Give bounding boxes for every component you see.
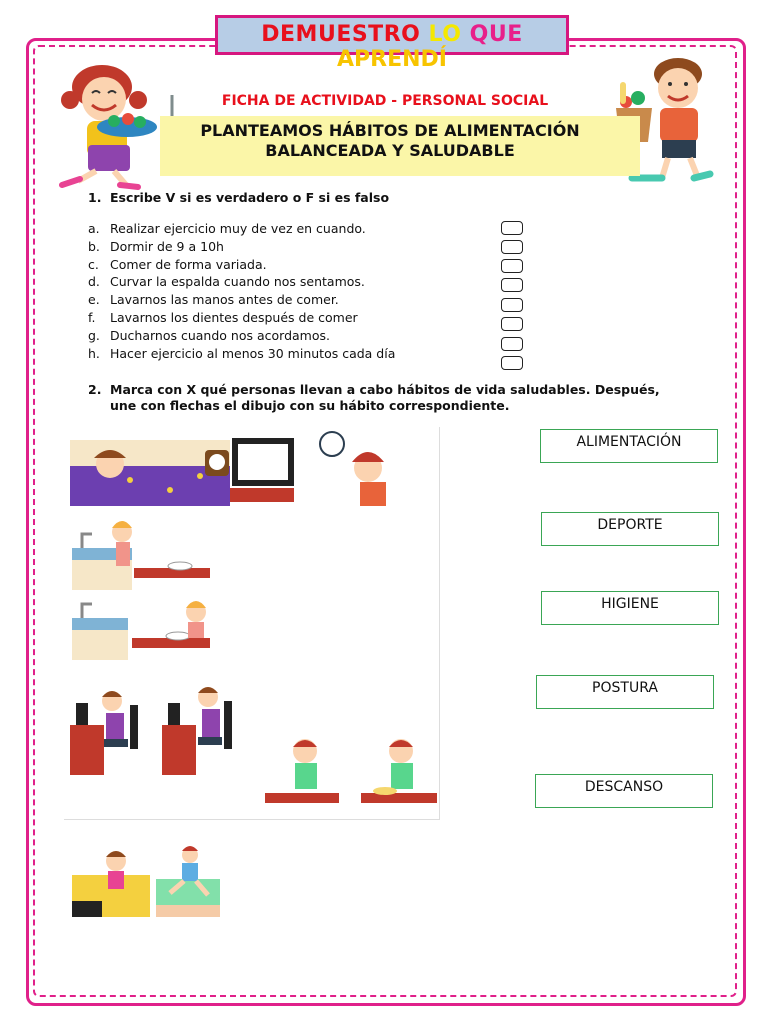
answer-box-d[interactable] bbox=[501, 278, 523, 292]
statement-h bbox=[88, 346, 395, 362]
statement-text: Lavarnos las manos antes de comer. bbox=[110, 292, 339, 307]
statement-text: Comer de forma variada. bbox=[110, 257, 267, 272]
statement-letter: a. bbox=[88, 221, 100, 236]
banner-word-1: DEMUESTRO bbox=[261, 22, 421, 47]
statement-g bbox=[88, 328, 330, 344]
question-2-line-2: une con flechas el dibujo con su hábito correspondiente. bbox=[110, 398, 510, 413]
statement-letter: d. bbox=[88, 274, 100, 289]
statement-letter: h. bbox=[88, 346, 100, 361]
question-2-number: 2. bbox=[88, 382, 102, 397]
question-2-line-1: Marca con X qué personas llevan a cabo hábitos de vida saludables. Después, bbox=[110, 382, 660, 397]
eating-without-washing-illustration[interactable] bbox=[72, 592, 210, 660]
statement-letter: f. bbox=[88, 310, 96, 325]
answer-box-h[interactable] bbox=[501, 356, 523, 370]
habit-box-alimentacion[interactable]: ALIMENTACIÓN bbox=[540, 429, 718, 463]
answer-box-g[interactable] bbox=[501, 337, 523, 351]
question-1 bbox=[88, 190, 389, 206]
statement-letter: g. bbox=[88, 328, 100, 343]
statement-text: Realizar ejercicio muy de vez en cuando. bbox=[110, 221, 366, 236]
question-2 bbox=[88, 382, 708, 414]
title-line-2: BALANCEADA Y SALUDABLE bbox=[265, 141, 515, 160]
banner-word-3: QUE bbox=[469, 22, 523, 47]
answer-box-c[interactable] bbox=[501, 259, 523, 273]
habit-box-descanso[interactable]: DESCANSO bbox=[535, 774, 713, 808]
posture-at-computer-illustration[interactable] bbox=[68, 685, 248, 777]
statement-text: Ducharnos cuando nos acordamos. bbox=[110, 328, 330, 343]
title-banner bbox=[215, 15, 569, 72]
statement-c bbox=[88, 257, 267, 273]
question-1-text: Escribe V si es verdadero o F si es falso bbox=[110, 190, 390, 205]
statement-f bbox=[88, 310, 358, 326]
answer-box-a[interactable] bbox=[501, 221, 523, 235]
eating-habits-illustration[interactable] bbox=[265, 735, 437, 807]
title-line-1: PLANTEAMOS HÁBITOS DE ALIMENTACIÓN bbox=[200, 121, 580, 140]
statement-b bbox=[88, 239, 224, 255]
banner-word-4: APRENDÍ bbox=[337, 47, 447, 72]
habit-box-higiene[interactable]: HIGIENE bbox=[541, 591, 719, 625]
answer-box-e[interactable] bbox=[501, 298, 523, 312]
habit-box-postura[interactable]: POSTURA bbox=[536, 675, 714, 709]
banner-word-2: LO bbox=[428, 22, 462, 47]
washing-hands-illustration[interactable] bbox=[72, 520, 210, 590]
statement-text: Lavarnos los dientes después de comer bbox=[110, 310, 358, 325]
answer-box-b[interactable] bbox=[501, 240, 523, 254]
statement-a bbox=[88, 221, 366, 237]
page-title bbox=[160, 121, 620, 161]
statement-text: Hacer ejercicio al menos 30 minutos cada día bbox=[110, 346, 396, 361]
statement-e bbox=[88, 292, 339, 308]
statement-letter: e. bbox=[88, 292, 100, 307]
statement-text: Dormir de 9 a 10h bbox=[110, 239, 224, 254]
question-1-number: 1. bbox=[88, 190, 102, 205]
statement-letter: c. bbox=[88, 257, 99, 272]
statement-text: Curvar la espalda cuando nos sentamos. bbox=[110, 274, 365, 289]
answer-box-f[interactable] bbox=[501, 317, 523, 331]
activity-sheet-label: FICHA DE ACTIVIDAD - PERSONAL SOCIAL bbox=[221, 93, 549, 109]
habit-box-deporte[interactable]: DEPORTE bbox=[541, 512, 719, 546]
statement-letter: b. bbox=[88, 239, 100, 254]
statement-d bbox=[88, 274, 365, 290]
sleep-vs-screen-illustration[interactable] bbox=[70, 430, 388, 506]
sport-vs-sedentary-illustration[interactable] bbox=[72, 845, 220, 917]
